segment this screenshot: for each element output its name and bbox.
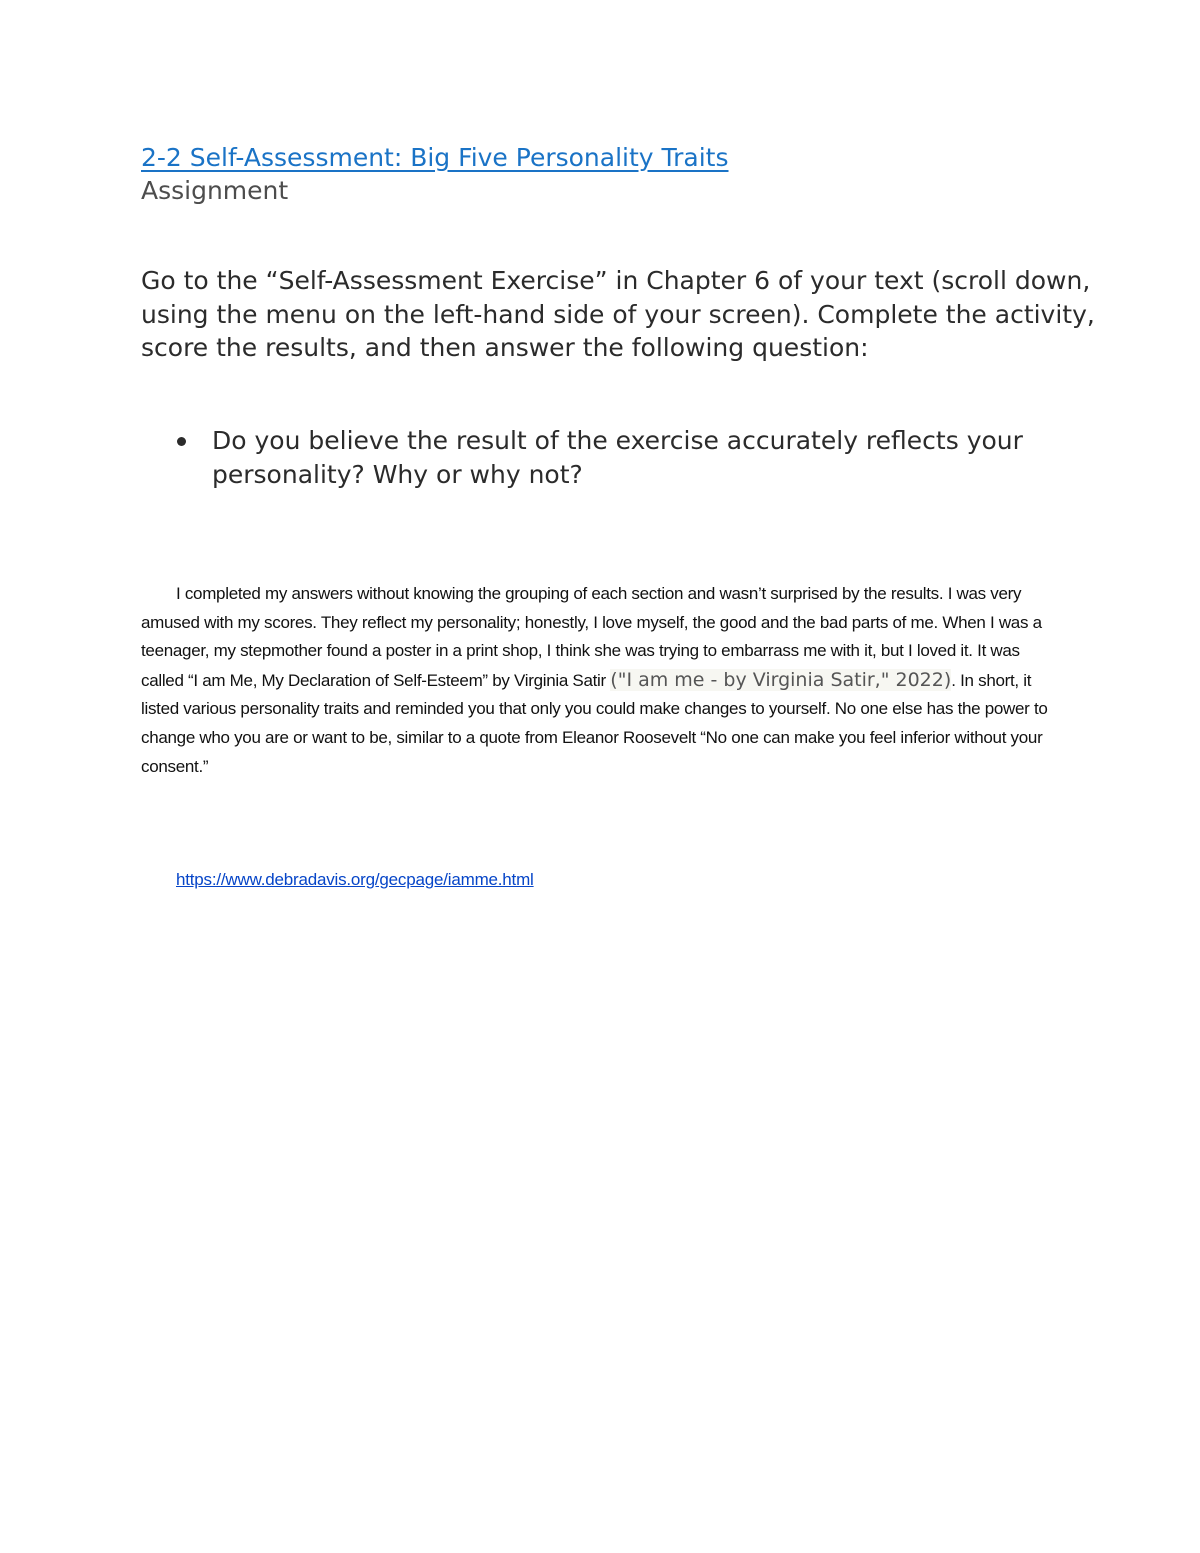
question-list xyxy=(141,424,1101,492)
citation: ("I am me - by Virginia Satir," 2022) xyxy=(610,668,952,691)
response-text-part2: . In short, it listed various personality traits and reminded you that only you could make changes to yourself. No one else has the power to change who you are or want to be, similar to a quote from Eleanor Roosevelt “No one can make you feel inferior without your consent.” xyxy=(141,670,1048,776)
assignment-title-link[interactable]: 2-2 Self-Assessment: Big Five Personality Traits xyxy=(141,143,729,172)
response-paragraph xyxy=(141,580,1051,781)
reference-link[interactable]: https://www.debradavis.org/gecpage/iamme.html xyxy=(176,870,534,889)
bullet-icon xyxy=(177,437,186,446)
response-text-part1: I completed my answers without knowing the grouping of each section and wasn’t surprised by the results. I was very amused with my scores. They reflect my personality; honestly, I love myself, the good and the bad parts of me. When I was a teenager, my stepmother found a poster in a print shop, I think she was trying to embarrass me with it, but I loved it. It was called “I am Me, My Declaration of Self-Esteem” by Virginia Satir xyxy=(141,584,1042,690)
assignment-instructions: Go to the “Self-Assessment Exercise” in Chapter 6 of your text (scroll down, using the menu on the left-hand side of your screen). Complete the activity, score the results, and then answer the following question: xyxy=(141,266,1095,362)
assignment-subtitle: Assignment xyxy=(141,176,289,205)
question-text: Do you believe the result of the exercise accurately reflects your personality? Why or why not? xyxy=(212,426,1023,489)
question-item xyxy=(141,424,1101,492)
